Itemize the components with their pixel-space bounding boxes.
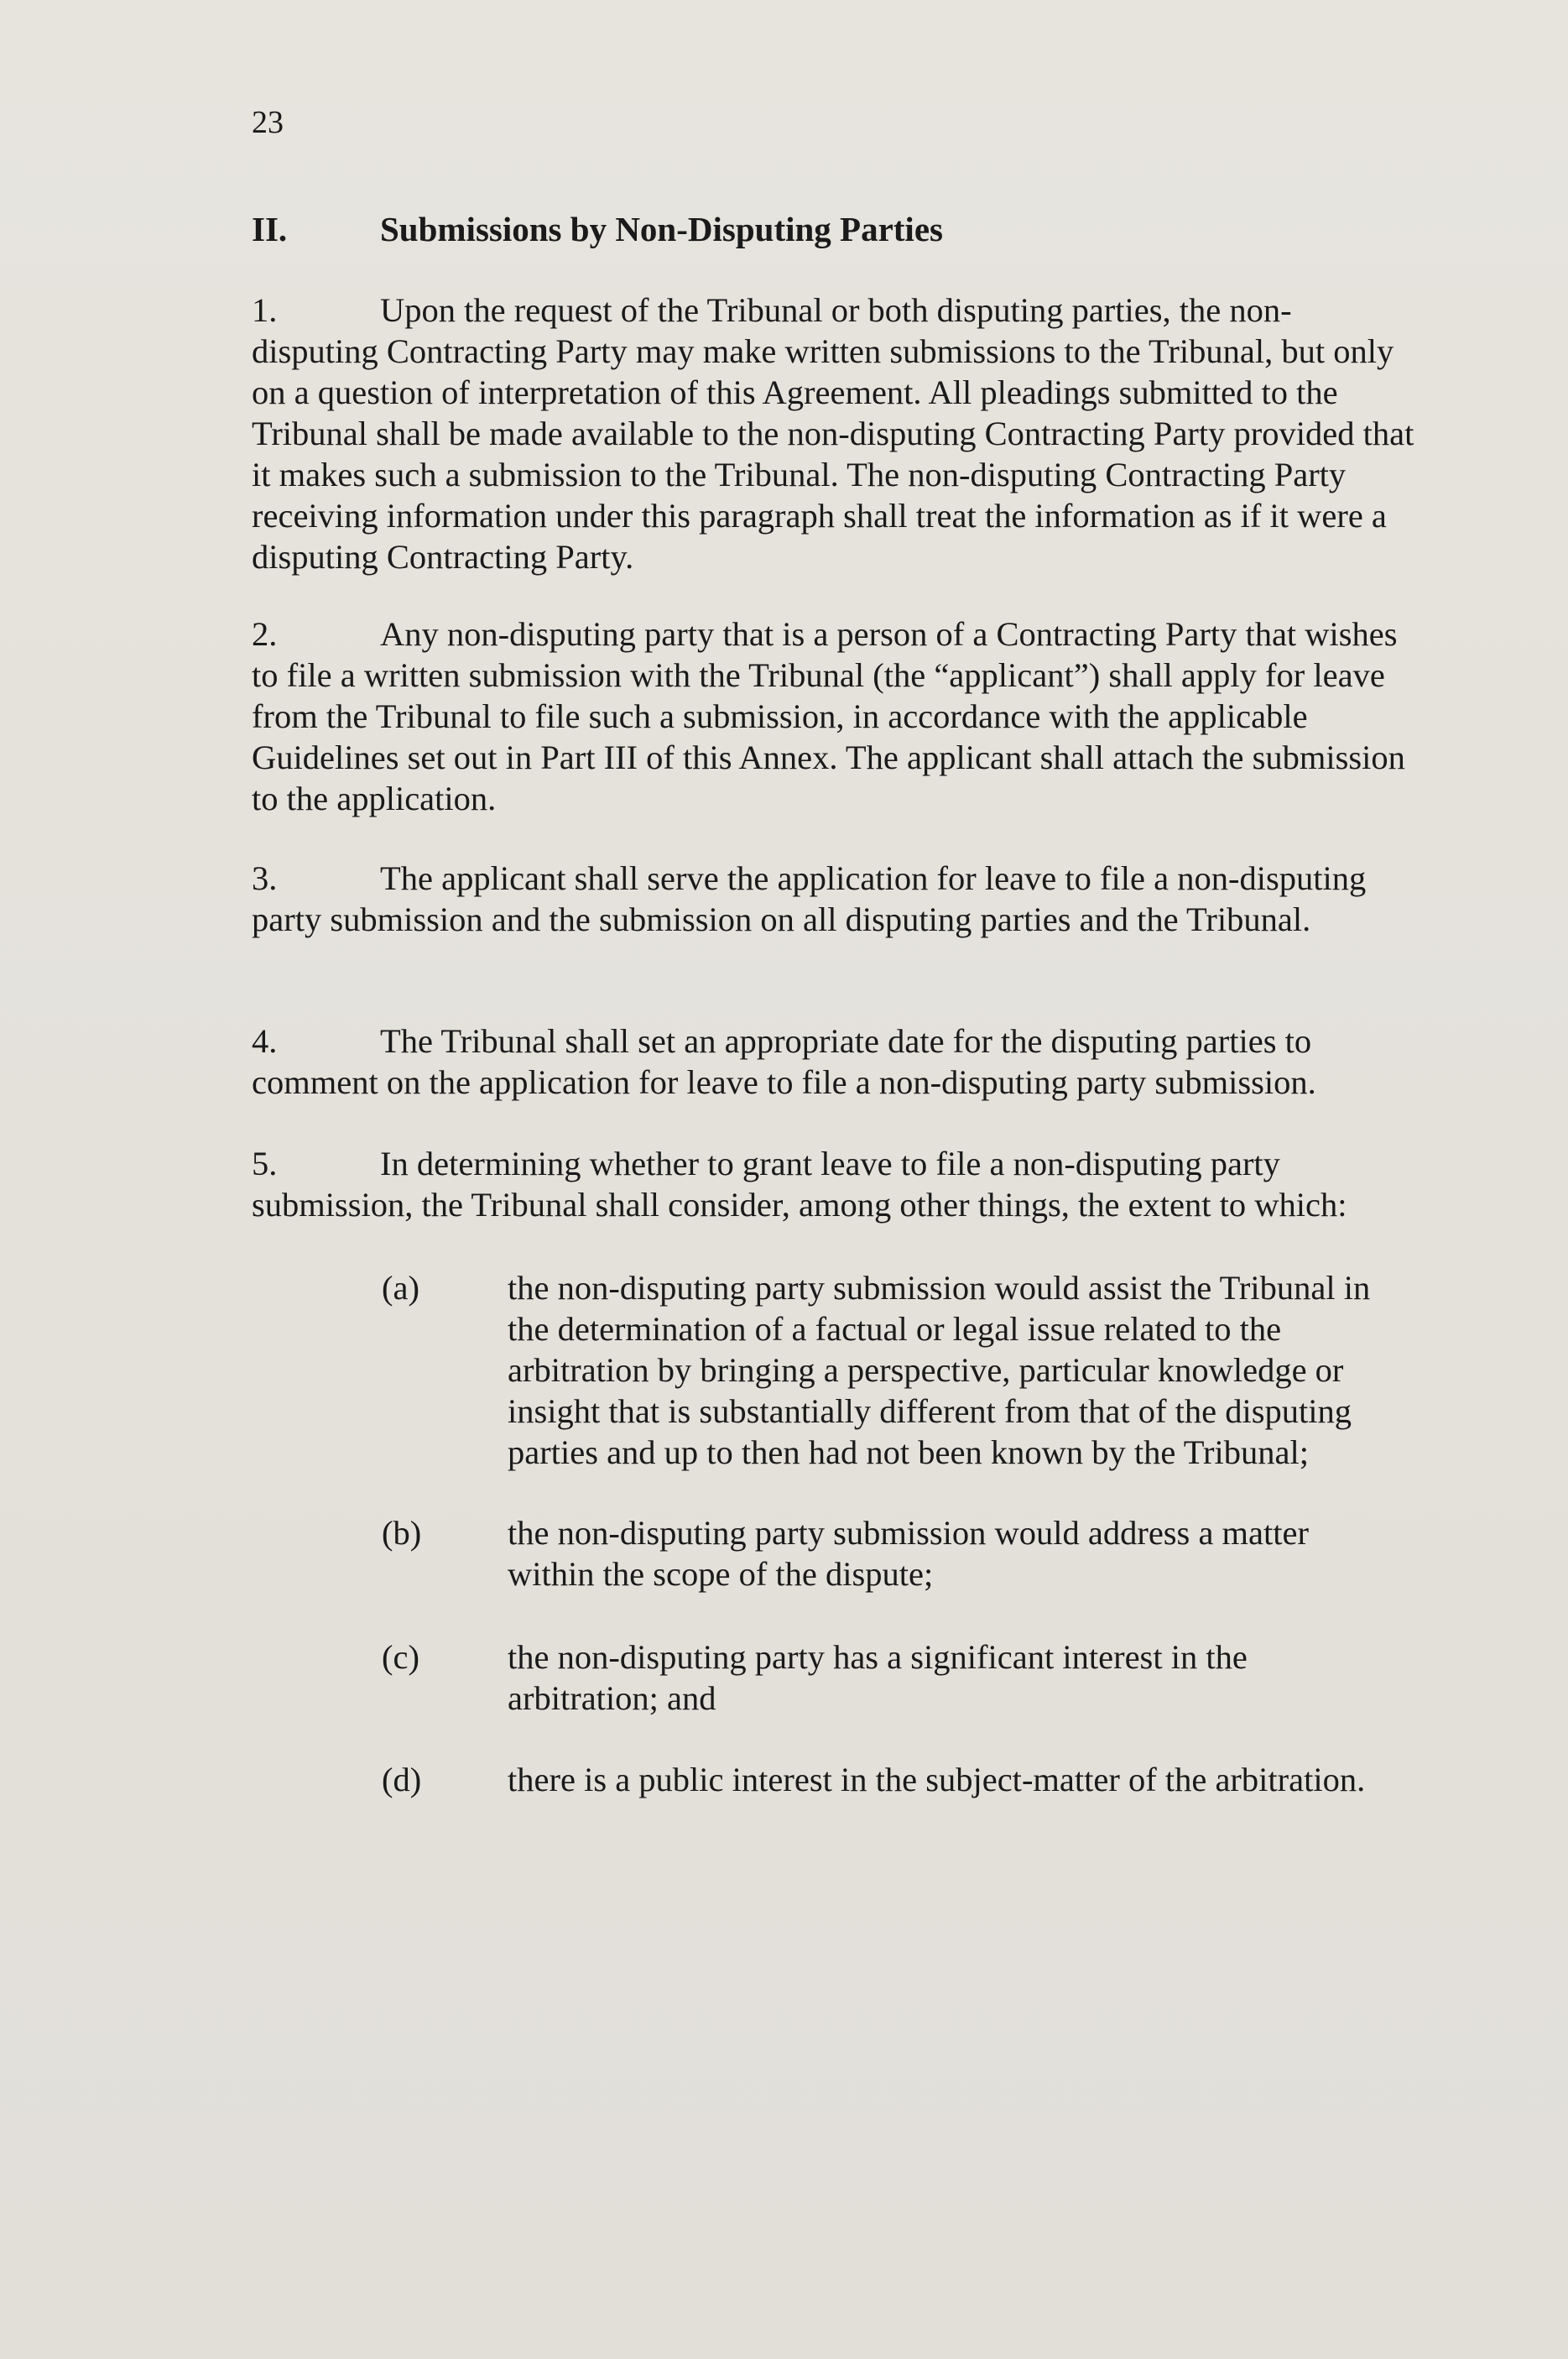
paragraph-text: The Tribunal shall set an appropriate date for the disputing parties to comment on the application for leave to file a non-disputing party submission.: [252, 1022, 1316, 1101]
item-letter: (d): [382, 1761, 422, 1798]
paragraph-4: [252, 1020, 1418, 1103]
paragraph-number: 4.: [252, 1022, 278, 1060]
paragraph-text: Upon the request of the Tribunal or both disputing parties, the non-disputing Contracting Party may make written submissions to the Tribunal, but only on a question of interpretation of this Agreement. All pleadings submitted to the Tribunal shall be made available to the non-disputing Contracting Party provided that it makes such a submission to the Tribunal. The non-disputing Contracting Party receiving information under this paragraph shall treat the information as if it were a disputing Contracting Party.: [252, 291, 1414, 576]
item-text: there is a public interest in the subject-matter of the arbitration.: [508, 1761, 1366, 1798]
paragraph-number: 1.: [252, 291, 278, 329]
paragraph-number: 3.: [252, 859, 278, 897]
paragraph-number: 5.: [252, 1145, 278, 1182]
paragraph-1: [252, 290, 1418, 577]
list-item-b: [382, 1512, 1397, 1596]
page-number: 23: [252, 105, 284, 140]
item-letter: (a): [382, 1269, 419, 1307]
item-text: the non-disputing party submission would assist the Tribunal in the determination of a factual or legal issue related to the arbitration by bringing a perspective, particular knowledge or insight that is substantially different from that of the disputing parties and up to then had not been known by the Tribunal;: [508, 1269, 1371, 1471]
paragraph-3: [252, 858, 1418, 940]
paragraph-5: [252, 1143, 1418, 1225]
item-text: the non-disputing party submission would address a matter within the scope of the dispute;: [508, 1514, 1309, 1593]
item-letter: (b): [382, 1514, 422, 1552]
paragraph-2: [252, 613, 1418, 819]
paragraph-text: The applicant shall serve the application for leave to file a non-disputing party submission and the submission on all disputing parties and the Tribunal.: [252, 859, 1367, 938]
paragraph-text: In determining whether to grant leave to file a non-disputing party submission, the Tribunal shall consider, among other things, the extent to which:: [252, 1145, 1347, 1224]
section-title: Submissions by Non-Disputing Parties: [380, 210, 943, 248]
item-letter: (c): [382, 1638, 419, 1676]
section-heading: [252, 208, 943, 250]
section-number: II.: [252, 210, 288, 248]
list-item-d: [382, 1759, 1397, 1843]
list-item-c: [382, 1636, 1397, 1720]
list-item-a: [382, 1267, 1397, 1477]
item-text: the non-disputing party has a significant interest in the arbitration; and: [508, 1638, 1248, 1717]
paragraph-text: Any non-disputing party that is a person of a Contracting Party that wishes to file a written submission with the Tribunal (the “applicant”) shall apply for leave from the Tribunal to file such a submission, in accordance with the applicable Guidelines set out in Part III of this Annex. The applicant shall attach the submission to the application.: [252, 615, 1405, 817]
paragraph-number: 2.: [252, 615, 278, 653]
